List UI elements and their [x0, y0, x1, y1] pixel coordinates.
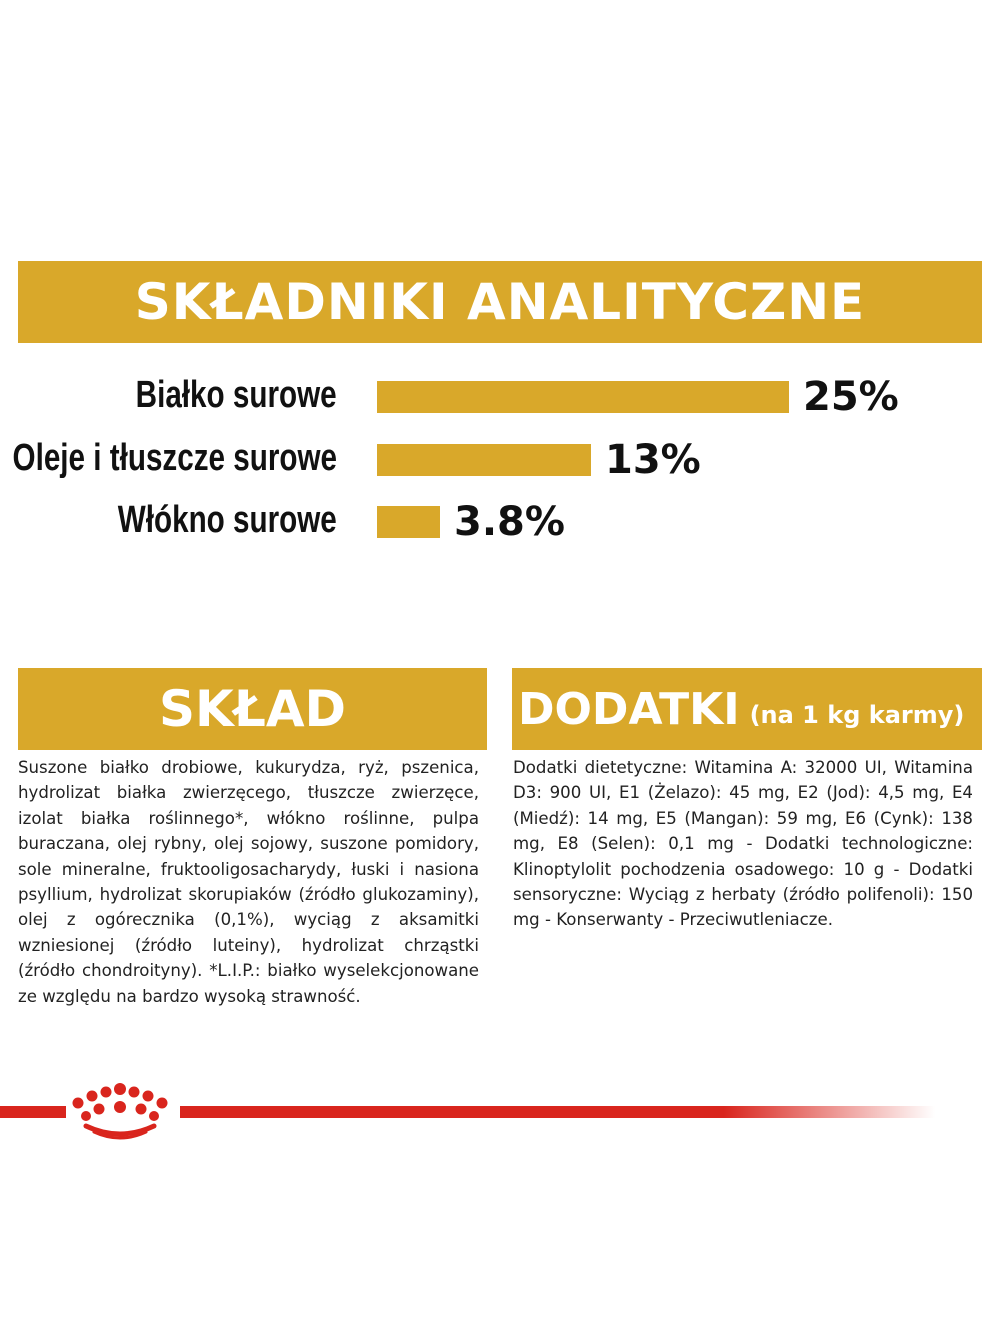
- row-label-protein: Białko surowe: [136, 374, 337, 416]
- brand-line-left: [0, 1106, 66, 1118]
- bar-protein: [377, 381, 789, 413]
- sklad-title: SKŁAD: [158, 680, 347, 738]
- dodatki-banner: [512, 668, 982, 750]
- bar-fiber: [377, 506, 440, 538]
- row-label-fiber: Włókno surowe: [117, 499, 337, 541]
- dodatki-text: Dodatki dietetyczne: Witamina A: 32000 UI, Witamina D3: 900 UI, E1 (Żelazo): 45 mg, E2 (Jod): 4,5 mg, E4 (Miedź): 14 mg, E5 (Mangan): 59 mg, E6 (Cynk): 138 mg, E8 (Selen): 0,1 mg - Dodatki technologiczne: Klinoptylolit pochodzenia osadowego: 10 g - Dodatki sensoryczne: Wyciąg z herbaty (źródło polifenoli): 150 mg - Konserwanty - Przeciwutleniacze.: [513, 758, 973, 930]
- analytic-title: SKŁADNIKI ANALITYCZNE: [134, 273, 866, 331]
- royal-canin-crown-icon: [66, 1082, 174, 1140]
- analytic-banner: [18, 261, 982, 343]
- value-fat: 13%: [605, 437, 701, 483]
- brand-line-right: [180, 1106, 935, 1118]
- sklad-banner: [18, 668, 487, 750]
- dodatki-subtitle: (na 1 kg karmy): [749, 701, 965, 729]
- row-label-fat: Oleje i tłuszcze surowe: [12, 437, 337, 479]
- bar-fat: [377, 444, 591, 476]
- dodatki-title: DODATKI: [518, 683, 740, 735]
- sklad-text: Suszone białko drobiowe, kukurydza, ryż, pszenica, hydrolizat białka zwierzęcego, tłuszcze zwierzęce, izolat białka roślinnego*, włókno roślinne, pulpa buraczana, olej rybny, olej sojowy, suszone pomidory, sole mineralne, fruktooligosacharydy, łuski i nasiona psyllium, hydrolizat skorupiaków (źródło glukozaminy), olej z ogórecznika (0,1%), wyciąg z aksamitki wzniesionej (źródło luteiny), hydrolizat chrząstki (źródło chondroityny). *L.I.P.: białko wyselekcjonowane ze względu na bardzo wysoką strawność.: [18, 758, 479, 1006]
- value-protein: 25%: [803, 374, 899, 420]
- value-fiber: 3.8%: [454, 499, 565, 545]
